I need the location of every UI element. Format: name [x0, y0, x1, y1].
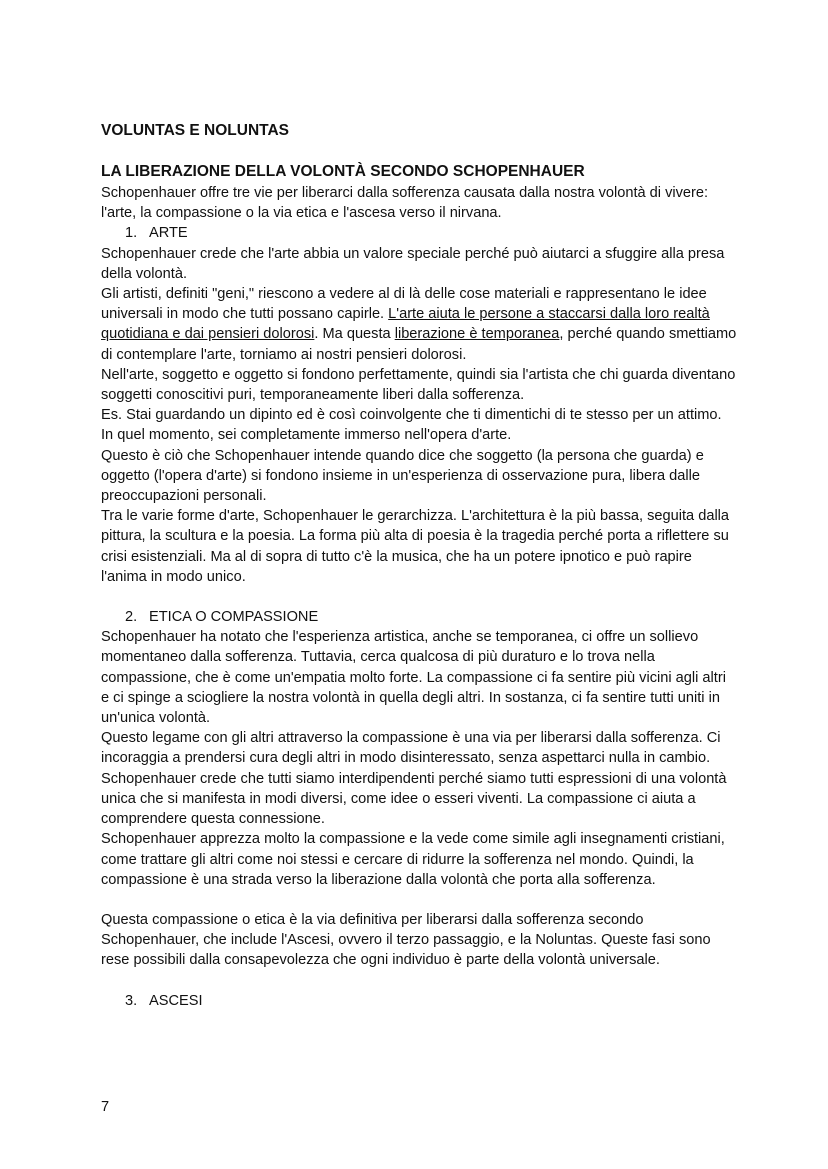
- arte-paragraph-5: Questo è ciò che Schopenhauer intende quando dice che soggetto (la persona che guarda) e oggetto (l'opera d'arte) si fondono insieme in un'esperienza di osservazione pura, libera dalle preoccupazioni personali.: [101, 447, 704, 505]
- page-number: 7: [101, 1099, 110, 1115]
- list-number: 3.: [125, 992, 138, 1009]
- spacer: [101, 971, 737, 991]
- etica-paragraph-4: Questa compassione o etica è la via definitiva per liberarsi dalla sofferenza secondo Schopenhauer, che include l'Ascesi, ovvero il terzo passaggio, e la Noluntas. Queste fasi sono rese possibili dalla consapevolezza che ogni individuo è parte della volontà universale.: [101, 911, 711, 969]
- etica-paragraph-3: Schopenhauer apprezza molto la compassione e la vede come simile agli insegnamenti cristiani, come trattare gli altri come noi stessi e cercare di ridurre la sofferenza nel mondo. Quindi, la compassione è una strada verso la liberazione dalla volontà che porta alla sofferenza.: [101, 831, 725, 888]
- etica-paragraph-2: Questo legame con gli altri attraverso la compassione è una via per liberarsi dalla sofferenza. Ci incoraggia a prendersi cura degli altri in modo disinteressato, senza aspettarci nulla in cambio. Schopenhauer crede che tutti siamo interdipendenti perché siamo tutti espressioni di una volontà unica che si manifesta in modi diversi, come idee o esseri viventi. La compassione ci aiuta a comprendere questa connessione.: [101, 730, 727, 828]
- etica-paragraph-1: Schopenhauer ha notato che l'esperienza artistica, anche se temporanea, ci offre un sollievo momentaneo dalla sofferenza. Tuttavia, cerca qualcosa di più duraturo e lo trova nella compassione, che è come un'empatia molto forte. La compassione ci fa sentire più vicini agli altri e ci spinge a sciogliere la nostra volontà in quella degli altri. In sostanza, ci fa sentire tutti uniti in un'unica volontà.: [101, 629, 726, 727]
- text-run: Gli artisti, definiti "geni," riescono a vedere al di là delle cose materiali e rappresentano le idee universali in modo che tutti possano capirle.: [101, 286, 707, 323]
- section-title: LA LIBERAZIONE DELLA VOLONTÀ SECONDO SCHOPENHAUER: [101, 163, 585, 180]
- list-label: ASCESI: [149, 992, 203, 1009]
- list-item-ascesi: [101, 991, 737, 1011]
- document-title: VOLUNTAS E NOLUNTAS: [101, 122, 290, 139]
- arte-paragraph-6: Tra le varie forme d'arte, Schopenhauer le gerarchizza. L'architettura è la più bassa, seguita dalla pittura, la scultura e la poesia. La forma più alta di poesia è la tragedia perché porta a riflettere su crisi esistenziali. Ma al di sopra di tutto c'è la musica, che ha un potere ipnotico e può rapire l'anima in modo unico.: [101, 508, 730, 585]
- list-label: ETICA O COMPASSIONE: [149, 609, 319, 626]
- list-number: 1.: [125, 225, 138, 242]
- spacer: [101, 587, 737, 607]
- arte-paragraph-2: [101, 284, 737, 365]
- list-item-etica: [101, 607, 737, 627]
- arte-paragraph-3: Nell'arte, soggetto e oggetto si fondono perfettamente, quindi sia l'artista che chi guarda diventano soggetti conoscitivi puri, temporaneamente liberi dalla sofferenza.: [101, 366, 736, 404]
- list-item-arte: [101, 223, 737, 243]
- intro-paragraph: Schopenhauer offre tre vie per liberarci dalla sofferenza causata dalla nostra volontà di vivere: l'arte, la compassione o la via etica e l'ascesa verso il nirvana.: [101, 185, 709, 222]
- document-body: [101, 121, 737, 1011]
- underlined-text: liberazione è temporanea: [394, 326, 560, 343]
- arte-paragraph-1: Schopenhauer crede che l'arte abbia un valore speciale perché può aiutarci a sfuggire alla presa della volontà.: [101, 245, 725, 282]
- arte-paragraph-4: Es. Stai guardando un dipinto ed è così coinvolgente che ti dimentichi di te stesso per un attimo. In quel momento, sei completamente immerso nell'opera d'arte.: [101, 407, 722, 444]
- text-run: , perché quando smettiamo di contemplare l'arte, torniamo ai nostri pensieri dolorosi.: [101, 326, 737, 363]
- spacer: [101, 890, 737, 910]
- list-label: ARTE: [149, 225, 188, 242]
- list-number: 2.: [125, 609, 138, 626]
- text-run: . Ma questa: [314, 326, 395, 343]
- underlined-text: L'arte aiuta le persone a staccarsi dalla loro realtà quotidiana e dai pensieri dolorosi: [101, 306, 710, 343]
